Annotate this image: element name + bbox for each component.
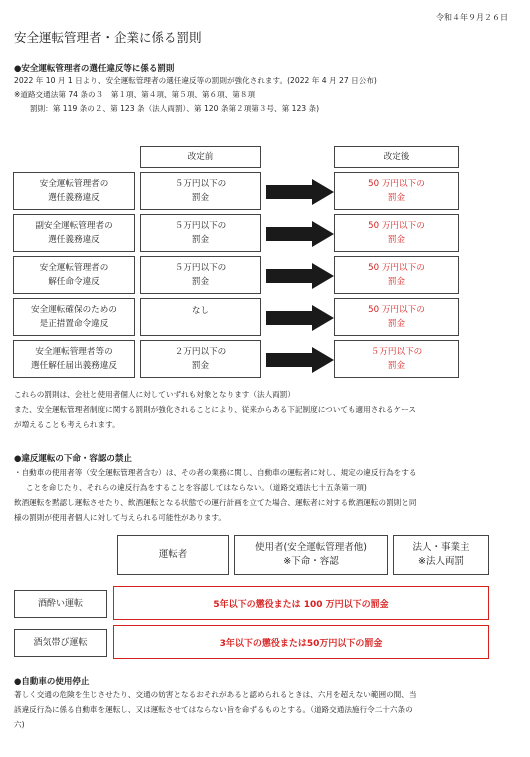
para1-line1: これらの罰則は、会社と使用者個人に対していずれも対象となります（法人両罰）: [14, 390, 295, 399]
before-line2: 罰金: [191, 193, 210, 203]
after-line1: 50 万円以下の: [368, 221, 425, 231]
before-penalty-cell: [140, 298, 261, 336]
arrow-right-icon: [266, 305, 336, 331]
section2-line2: ことを命じたり、それらの違反行為をすることを容認してはならない。（道路交通法七十五条第一項): [26, 483, 367, 492]
violation-line1: 安全運転管理者等の: [35, 347, 113, 357]
arrow-right-icon: [266, 347, 336, 373]
violation-cell: [13, 214, 135, 252]
violation-cell: [13, 172, 135, 210]
penalty-text: 5年以下の懲役または 100 万円以下の罰金: [213, 599, 389, 610]
after-line1: ５万円以下の: [370, 347, 423, 357]
before-line2: 罰金: [191, 277, 210, 287]
arrow-right-icon: [266, 221, 336, 247]
before-line1: なし: [191, 306, 210, 316]
after-line2: 罰金: [387, 277, 406, 287]
violation-cell: [13, 256, 135, 294]
violation-line2: 選任義務違反: [48, 235, 100, 245]
after-line2: 罰金: [387, 235, 406, 245]
after-line1: 50 万円以下の: [368, 263, 425, 273]
violation-line1: 安全運転管理者の: [39, 263, 109, 273]
section1-line1: 2022 年 10 月 1 日より、安全運転管理者の選任違反等の罰則が強化されます。(2022 年 4 月 27 日公布): [14, 76, 377, 85]
section3-line2: 該違反行為に係る自動車を運転し、又は運転させてはならない旨を命ずるものとする。（道路交通法施行令二十六条の: [14, 705, 413, 714]
section2-heading: ●違反運転の下命・容認の禁止: [14, 454, 132, 464]
before-line1: ５万円以下の: [174, 221, 227, 231]
drunk-driving-penalty: [113, 586, 489, 620]
after-penalty-cell: [334, 214, 459, 252]
before-line1: ５万円以下の: [174, 263, 227, 273]
before-line1: ２万円以下の: [174, 347, 227, 357]
penalty-text: 3年以下の懲役または50万円以下の罰金: [219, 638, 383, 649]
header-after: [334, 146, 459, 168]
after-line2: 罰金: [387, 361, 406, 371]
column-corp-line1: 法人・事業主: [412, 542, 470, 553]
section2-line3: 飲酒運転を黙認し運転させたり、飲酒運転となる状態での運行計画を立てた場合、運転者に対する飲酒運転の罰則と同: [14, 498, 417, 507]
header-before-label: 改定前: [187, 152, 214, 162]
section1-heading: ●安全運転管理者の選任違反等に係る罰則: [14, 64, 175, 74]
section3-heading: ●自動車の使用停止: [14, 677, 90, 687]
violation-line2: 選任義務違反: [48, 193, 100, 203]
after-penalty-cell: [334, 172, 459, 210]
header-before: [140, 146, 261, 168]
row-label: 酒気帯び運転: [33, 638, 88, 648]
violation-line1: 副安全運転管理者の: [35, 221, 113, 231]
violation-line1: 安全運転確保のための: [31, 305, 117, 315]
after-line2: 罰金: [387, 193, 406, 203]
section3-line3: 六): [14, 720, 25, 729]
before-penalty-cell: [140, 340, 261, 378]
violation-line1: 安全運転管理者の: [39, 179, 109, 189]
section1-line2: ※道路交通法第 74 条の３ 第１項、第４項、第５項、第６項、第８項: [14, 90, 256, 99]
after-line1: 50 万円以下の: [368, 179, 425, 189]
section2-line4: 様の罰則が使用者個人に対して与えられる可能性があります。: [14, 513, 227, 522]
after-line1: 50 万円以下の: [368, 305, 425, 315]
section1-line3: 罰則：第 119 条の２、第 123 条（法人両罰）、第 120 条第２項第３号、第 123 条): [30, 104, 320, 113]
before-line1: ５万円以下の: [174, 179, 227, 189]
column-driver-label: 運転者: [158, 549, 188, 560]
column-corp: [393, 535, 489, 575]
after-penalty-cell: [334, 256, 459, 294]
alcohol-driving-penalty: [113, 625, 489, 659]
after-line2: 罰金: [387, 319, 406, 329]
arrow-right-icon: [266, 263, 336, 289]
header-after-label: 改定後: [383, 152, 410, 162]
column-user-line1: 使用者(安全運転管理者他): [255, 542, 367, 553]
para1-line3: が増えることも考えられます。: [14, 420, 120, 429]
before-penalty-cell: [140, 172, 261, 210]
violation-line2: 選任解任届出義務違反: [31, 361, 117, 371]
after-penalty-cell: [334, 298, 459, 336]
column-user: [234, 535, 388, 575]
arrow-right-icon: [266, 179, 336, 205]
violation-cell: [13, 340, 135, 378]
before-line2: 罰金: [191, 361, 210, 371]
row-label: 酒酔い運転: [37, 599, 83, 609]
violation-line2: 解任命令違反: [48, 277, 100, 287]
column-driver: [117, 535, 229, 575]
alcohol-driving-label: [14, 629, 107, 657]
before-penalty-cell: [140, 214, 261, 252]
para1-line2: また、安全運転管理者制度に関する罰則が強化されることにより、従来からある下記制度についても適用されるケース: [14, 405, 416, 414]
drunk-driving-label: [14, 590, 107, 618]
violation-cell: [13, 298, 135, 336]
column-user-line2: ※下命・容認: [283, 556, 339, 567]
before-penalty-cell: [140, 256, 261, 294]
document-date: 令和４年９月２６日: [436, 13, 508, 22]
column-corp-line2: ※法人両罰: [418, 556, 464, 567]
before-line2: 罰金: [191, 235, 210, 245]
document-title: 安全運転管理者・企業に係る罰則: [14, 30, 202, 45]
section2-line1: ・自動車の使用者等（安全運転管理者含む）は、その者の業務に関し、自動車の運転者に対し、規定の違反行為をする: [14, 468, 417, 477]
after-penalty-cell: [334, 340, 459, 378]
section3-line1: 著しく交通の危険を生じさせたり、交通の妨害となるおそれがあると認められるときは、六月を超えない範囲の間、当: [14, 690, 417, 699]
violation-line2: 是正措置命令違反: [39, 319, 109, 329]
